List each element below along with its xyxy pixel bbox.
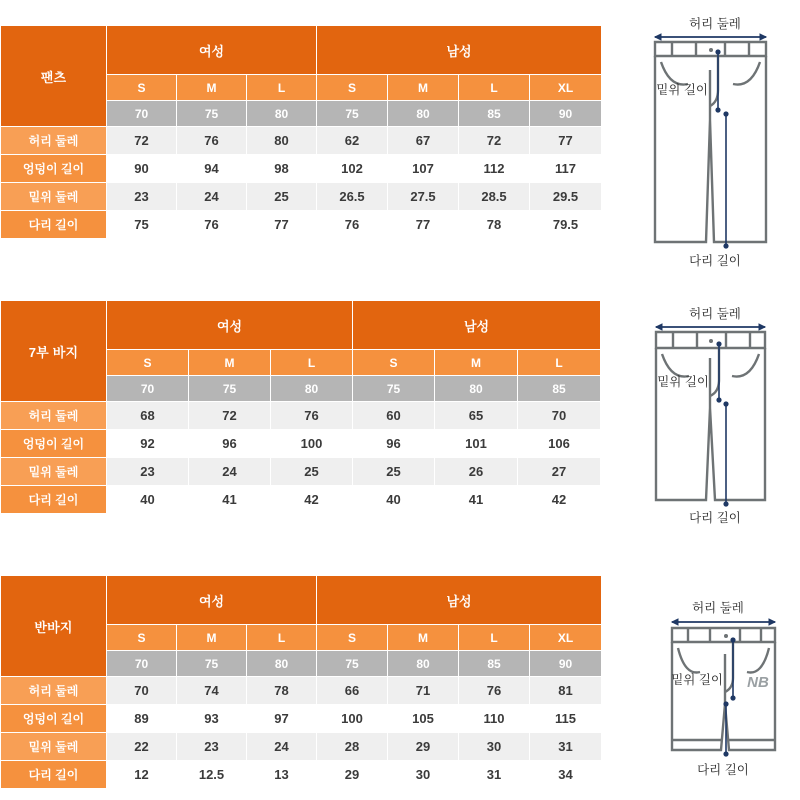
diagram-label-leg: 다리 길이	[689, 254, 741, 268]
measurement-value: 22	[107, 733, 177, 761]
measurement-value: 77	[530, 127, 602, 155]
new-balance-logo-icon: NB	[747, 674, 769, 691]
measurement-value: 98	[247, 155, 317, 183]
size-number-m-l: 85	[518, 376, 601, 402]
table-row	[1, 486, 601, 514]
diagram-shorts	[630, 592, 800, 797]
measurement-value: 12	[107, 761, 177, 789]
size-number-m-s: 75	[353, 376, 435, 402]
measurement-value: 13	[247, 761, 317, 789]
measurement-value: 74	[177, 677, 247, 705]
size-number-f-s: 70	[107, 651, 177, 677]
measurement-value: 76	[177, 127, 247, 155]
table-row	[1, 705, 602, 733]
product-name-cell: 팬츠	[1, 26, 107, 127]
measurement-value: 67	[388, 127, 459, 155]
measurement-value: 81	[530, 677, 602, 705]
measurement-value: 31	[459, 761, 530, 789]
size-cell-f-s: S	[107, 75, 177, 101]
measurement-value: 79.5	[530, 211, 602, 239]
measurement-value: 23	[177, 733, 247, 761]
size-number-m-m: 80	[388, 651, 459, 677]
measurement-value: 100	[317, 705, 388, 733]
measurement-value: 100	[271, 430, 353, 458]
measurement-label: 다리 길이	[1, 486, 107, 514]
pants-outline	[655, 42, 766, 242]
measurement-value: 77	[247, 211, 317, 239]
measurement-value: 76	[271, 402, 353, 430]
size-number-m-l: 85	[459, 651, 530, 677]
measurement-value: 42	[271, 486, 353, 514]
gender-header-male: 남성	[317, 26, 602, 75]
measurement-value: 101	[435, 430, 518, 458]
measurement-value: 30	[459, 733, 530, 761]
measurement-label: 밑위 둘레	[1, 733, 107, 761]
waist-dimension-arrow	[655, 34, 766, 40]
measurement-value: 27.5	[388, 183, 459, 211]
measurement-value: 24	[177, 183, 247, 211]
measurement-value: 30	[388, 761, 459, 789]
measurement-value: 76	[459, 677, 530, 705]
table-row	[1, 183, 602, 211]
leg-length-dimension-arrow	[723, 401, 728, 506]
measurement-value: 29.5	[530, 183, 602, 211]
measurement-value: 106	[518, 430, 601, 458]
measurement-value: 72	[459, 127, 530, 155]
size-number-m-s: 75	[317, 101, 388, 127]
size-cell-f-m: M	[177, 75, 247, 101]
table-row	[1, 127, 602, 155]
measurement-label: 다리 길이	[1, 211, 107, 239]
measurement-value: 25	[247, 183, 317, 211]
rise-dimension-arrow	[715, 49, 720, 112]
measurement-value: 25	[353, 458, 435, 486]
table-row	[1, 402, 601, 430]
diagram-label-leg: 다리 길이	[689, 511, 741, 525]
waist-dimension-arrow	[656, 324, 765, 330]
table-row	[1, 458, 601, 486]
measurement-value: 68	[107, 402, 189, 430]
measurement-value: 60	[353, 402, 435, 430]
measurement-value: 97	[247, 705, 317, 733]
size-cell-m-xl: XL	[530, 625, 602, 651]
rise-dimension-arrow	[716, 341, 721, 402]
leg-length-dimension-arrow	[723, 111, 728, 248]
size-number-f-l: 80	[271, 376, 353, 402]
measurement-value: 40	[107, 486, 189, 514]
measurement-label: 허리 둘레	[1, 402, 107, 430]
diagram-label-rise: 밑위 길이	[671, 673, 723, 687]
measurement-value: 94	[177, 155, 247, 183]
size-table-shorts	[0, 575, 602, 789]
measurement-value: 24	[247, 733, 317, 761]
measurement-label: 엉덩이 길이	[1, 705, 107, 733]
diagram-label-rise: 밑위 길이	[656, 83, 708, 97]
size-number-f-l: 80	[247, 101, 317, 127]
diagram-cropped-pants	[630, 300, 800, 530]
measurement-value: 78	[459, 211, 530, 239]
size-number-m-s: 75	[317, 651, 388, 677]
size-cell-m-s: S	[317, 625, 388, 651]
measurement-value: 70	[107, 677, 177, 705]
size-block-pants	[0, 25, 602, 239]
size-cell-m-l: L	[459, 625, 530, 651]
size-cell-f-l: L	[271, 350, 353, 376]
button-icon	[709, 339, 713, 343]
product-name-cell: 반바지	[1, 576, 107, 677]
measurement-value: 12.5	[177, 761, 247, 789]
size-number-f-s: 70	[107, 101, 177, 127]
size-cell-m-s: S	[317, 75, 388, 101]
size-number-m-m: 80	[388, 101, 459, 127]
size-number-m-m: 80	[435, 376, 518, 402]
measurement-value: 90	[107, 155, 177, 183]
measurement-value: 102	[317, 155, 388, 183]
size-number-m-l: 85	[459, 101, 530, 127]
measurement-value: 70	[518, 402, 601, 430]
measurement-value: 115	[530, 705, 602, 733]
product-name-cell: 7부 바지	[1, 301, 107, 402]
size-cell-m-l: L	[518, 350, 601, 376]
measurement-value: 66	[317, 677, 388, 705]
cropped-pants-outline	[656, 332, 765, 500]
measurement-value: 23	[107, 183, 177, 211]
measurement-label: 엉덩이 길이	[1, 155, 107, 183]
waist-dimension-arrow	[672, 619, 775, 625]
gender-header-male: 남성	[353, 301, 601, 350]
size-number-f-m: 75	[189, 376, 271, 402]
measurement-value: 89	[107, 705, 177, 733]
size-number-f-m: 75	[177, 101, 247, 127]
table-row	[1, 155, 602, 183]
measurement-value: 96	[353, 430, 435, 458]
measurement-value: 28.5	[459, 183, 530, 211]
size-cell-f-m: M	[189, 350, 271, 376]
diagram-label-waist: 허리 둘레	[689, 17, 741, 31]
measurement-value: 26	[435, 458, 518, 486]
measurement-value: 42	[518, 486, 601, 514]
gender-header-female: 여성	[107, 576, 317, 625]
measurement-label: 허리 둘레	[1, 127, 107, 155]
size-cell-f-s: S	[107, 350, 189, 376]
measurement-value: 92	[107, 430, 189, 458]
measurement-value: 78	[247, 677, 317, 705]
diagram-label-rise: 밑위 길이	[657, 375, 709, 389]
size-block-shorts	[0, 575, 602, 789]
size-cell-m-s: S	[353, 350, 435, 376]
measurement-value: 75	[107, 211, 177, 239]
gender-header-female: 여성	[107, 26, 317, 75]
diagram-pants	[630, 10, 800, 275]
measurement-value: 31	[530, 733, 602, 761]
measurement-label: 다리 길이	[1, 761, 107, 789]
measurement-value: 62	[317, 127, 388, 155]
button-icon	[709, 48, 713, 52]
measurement-value: 110	[459, 705, 530, 733]
measurement-value: 107	[388, 155, 459, 183]
size-number-f-s: 70	[107, 376, 189, 402]
gender-header-female: 여성	[107, 301, 353, 350]
table-row	[1, 761, 602, 789]
diagram-label-waist: 허리 둘레	[692, 601, 744, 615]
measurement-value: 40	[353, 486, 435, 514]
measurement-value: 41	[435, 486, 518, 514]
measurement-label: 밑위 둘레	[1, 458, 107, 486]
size-table-cropped-pants	[0, 300, 601, 514]
gender-header-male: 남성	[317, 576, 602, 625]
measurement-label: 허리 둘레	[1, 677, 107, 705]
size-number-f-m: 75	[177, 651, 247, 677]
table-row	[1, 430, 601, 458]
measurement-value: 41	[189, 486, 271, 514]
size-cell-f-l: L	[247, 625, 317, 651]
measurement-value: 26.5	[317, 183, 388, 211]
size-cell-f-l: L	[247, 75, 317, 101]
measurement-value: 72	[107, 127, 177, 155]
measurement-label: 엉덩이 길이	[1, 430, 107, 458]
size-cell-f-s: S	[107, 625, 177, 651]
size-cell-m-xl: XL	[530, 75, 602, 101]
measurement-value: 76	[177, 211, 247, 239]
table-row-gender-header	[1, 26, 602, 75]
size-number-m-xl: 90	[530, 101, 602, 127]
measurement-value: 29	[317, 761, 388, 789]
rise-dimension-arrow	[730, 637, 735, 700]
size-table-pants	[0, 25, 602, 239]
measurement-value: 72	[189, 402, 271, 430]
measurement-value: 27	[518, 458, 601, 486]
measurement-value: 29	[388, 733, 459, 761]
size-cell-m-m: M	[435, 350, 518, 376]
size-number-f-l: 80	[247, 651, 317, 677]
table-row	[1, 733, 602, 761]
measurement-value: 65	[435, 402, 518, 430]
measurement-value: 93	[177, 705, 247, 733]
measurement-value: 105	[388, 705, 459, 733]
measurement-value: 25	[271, 458, 353, 486]
size-cell-m-l: L	[459, 75, 530, 101]
measurement-value: 76	[317, 211, 388, 239]
measurement-label: 밑위 둘레	[1, 183, 107, 211]
size-cell-f-m: M	[177, 625, 247, 651]
measurement-value: 71	[388, 677, 459, 705]
table-row	[1, 211, 602, 239]
diagram-label-waist: 허리 둘레	[689, 307, 741, 321]
table-row-gender-header	[1, 301, 601, 350]
measurement-value: 80	[247, 127, 317, 155]
measurement-value: 96	[189, 430, 271, 458]
table-row	[1, 677, 602, 705]
measurement-value: 28	[317, 733, 388, 761]
size-number-m-xl: 90	[530, 651, 602, 677]
table-row-gender-header	[1, 576, 602, 625]
size-cell-m-m: M	[388, 625, 459, 651]
size-cell-m-m: M	[388, 75, 459, 101]
measurement-value: 24	[189, 458, 271, 486]
diagram-label-leg: 다리 길이	[697, 763, 749, 777]
measurement-value: 23	[107, 458, 189, 486]
button-icon	[724, 634, 728, 638]
measurement-value: 34	[530, 761, 602, 789]
measurement-value: 77	[388, 211, 459, 239]
measurement-value: 117	[530, 155, 602, 183]
measurement-value: 112	[459, 155, 530, 183]
size-block-cropped-pants	[0, 300, 601, 514]
